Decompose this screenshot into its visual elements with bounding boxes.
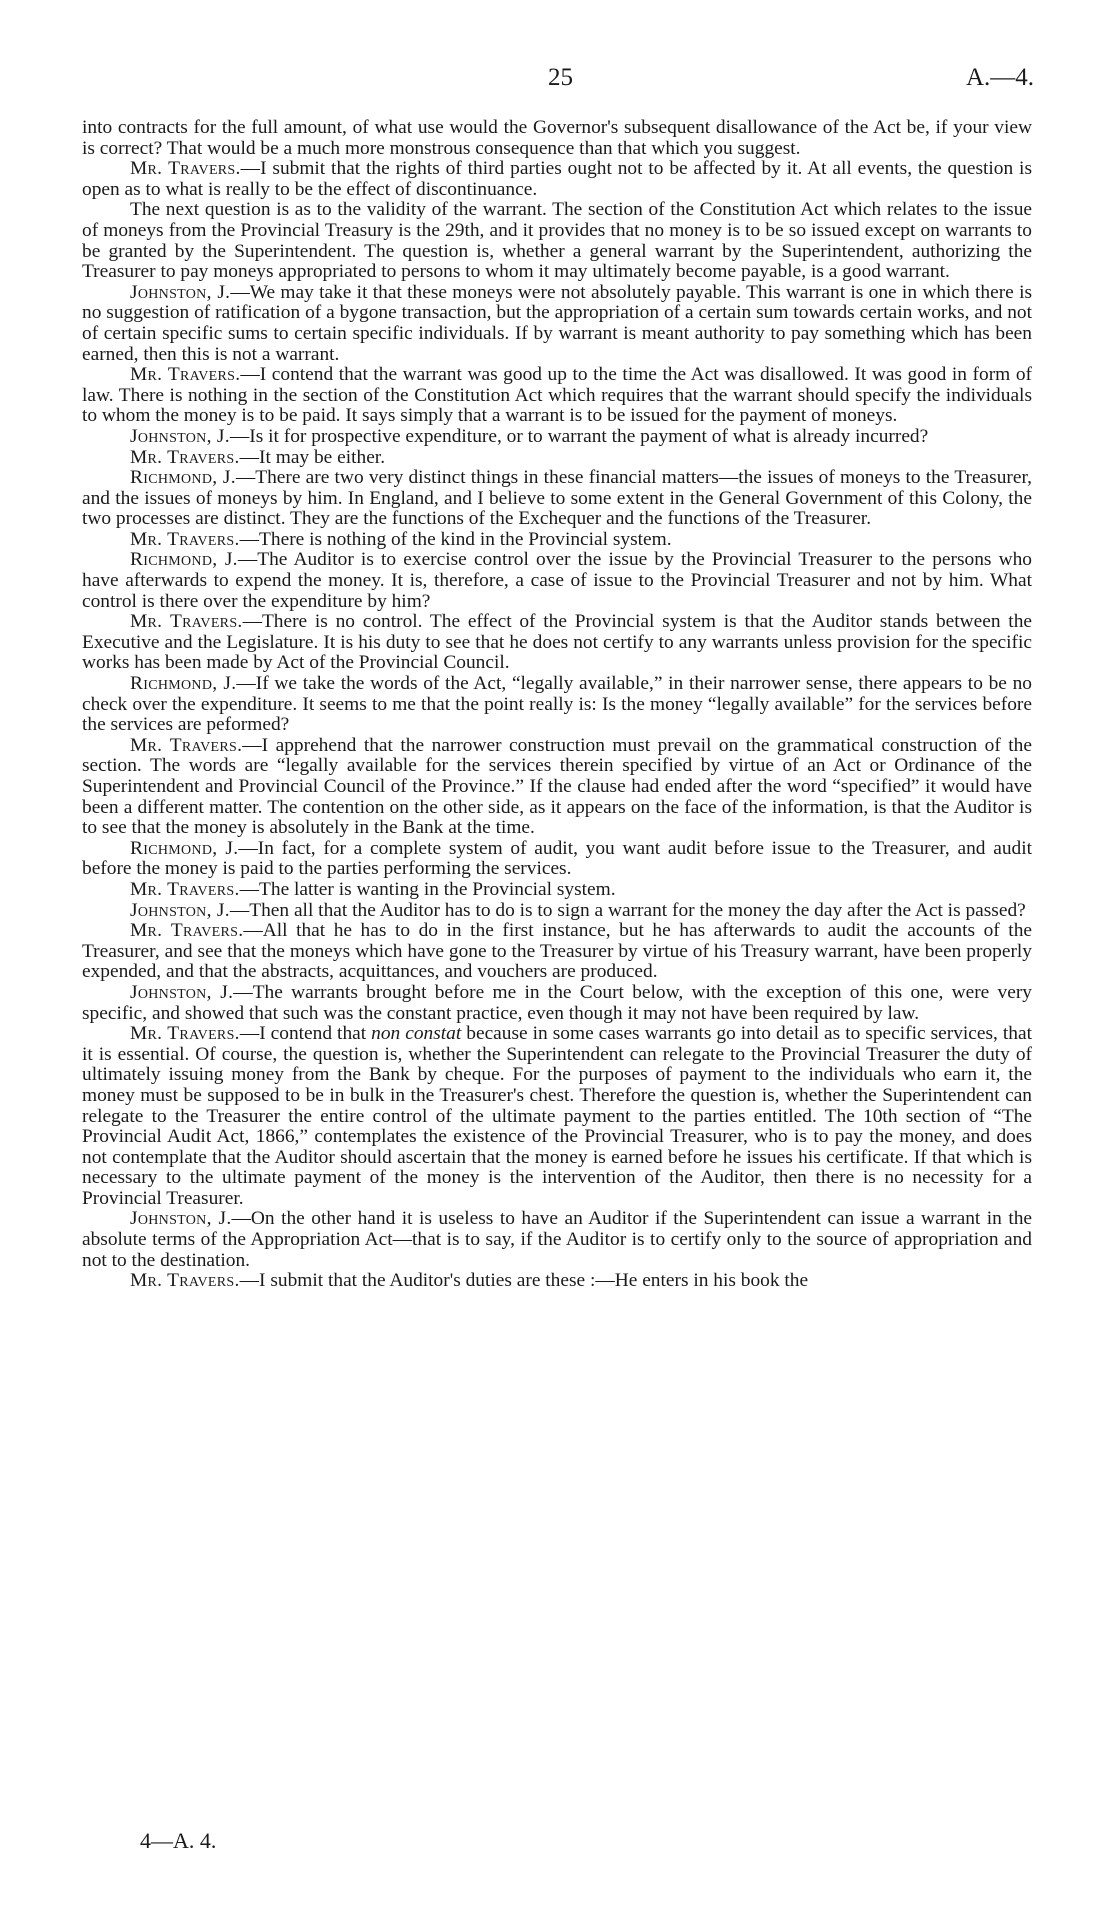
paragraph	[82, 1271, 1032, 1292]
speaker-name: Johnston, J.	[130, 981, 234, 1003]
signature-mark: 4—A. 4.	[140, 1828, 217, 1853]
paragraph	[82, 283, 1032, 365]
speaker-name: Mr. Travers.	[130, 734, 243, 756]
paragraph-text: —There is nothing of the kind in the Provincial system.	[239, 528, 672, 550]
body-text	[82, 118, 1032, 1292]
paragraph-text: —The Auditor is to exercise control over the issue by the Provincial Treasurer to the persons who have afterwards to expend the money. It is, therefore, a case of issue to the Provincial Treasurer and not by him. What control is there over the expenditure by him?	[82, 549, 1032, 612]
paragraph-text-lead: —I contend that	[239, 1023, 372, 1045]
paragraph-text: —We may take it that these moneys were not absolutely payable. This warrant is one in which there is no suggestion of ratification of a bygone transaction, but the appropriation of a certain sum towards certain works, and not of certain specific sums to certain specific individuals. If by warrant is meant authority to pay something which has been earned, then this is not a warrant.	[82, 281, 1033, 365]
paragraph	[82, 901, 1032, 922]
speaker-name: Mr. Travers.	[130, 878, 240, 900]
paragraph-text: —All that he has to do in the first instance, but he has afterwards to audit the accounts of the Treasurer, and see that the moneys which have gone to the Treasurer by virtue of his Treasury warrant, have been properly expended, and that the abstracts, acquittances, and vouchers are produced.	[82, 920, 1032, 983]
paragraph	[82, 118, 1032, 159]
paragraph	[82, 427, 1032, 448]
speaker-name: Mr. Travers.	[130, 920, 244, 942]
speaker-name: Richmond, J.	[130, 837, 239, 859]
paragraph-text: —If we take the words of the Act, “legally available,” in their narrower sense, there appears to be no check over the expenditure. It seems to me that the point really is: Is the money “legally available” for the services before the services are peformed?	[82, 673, 1032, 736]
paragraph	[82, 468, 1032, 530]
paragraph-text: —I apprehend that the narrower construction must prevail on the grammatical construction of the section. The words are “legally available for the services therein specified by virtue of an Act or Ordinance of the Superintendent and Provincial Council of the Province.” If the clause had ended after the word “specified” it would have been a different matter. The contention on the other side, as it appears on the face of the information, is that the Auditor is to see that the money is absolutely in the Bank at the time.	[82, 734, 1032, 839]
paragraph	[82, 983, 1032, 1024]
speaker-name: Johnston, J.	[130, 425, 230, 447]
paragraph-text: —Then all that the Auditor has to do is to sign a warrant for the money the day after the Act is passed?	[229, 899, 1026, 921]
paragraph-text: —I submit that the Auditor's duties are these :—He enters in his book the	[239, 1270, 809, 1292]
paragraph	[82, 448, 1032, 469]
paragraph	[82, 1024, 1032, 1209]
paragraph	[82, 921, 1032, 983]
speaker-name: Mr. Travers.	[130, 1270, 240, 1292]
paragraph	[82, 365, 1032, 427]
speaker-name: Mr. Travers.	[130, 611, 243, 633]
paragraph	[82, 530, 1032, 551]
paragraph-text: —There is no control. The effect of the Provincial system is that the Auditor stands between the Executive and the Legislature. It is his duty to see that he does not certify to any warrants unless provision for the specific works has been made by Act of the Provincial Council.	[82, 611, 1032, 674]
paragraph-text: into contracts for the full amount, of what use would the Governor's subsequent disallowance of the Act be, if your view is correct? That would be a much more monstrous consequence than that which you suggest.	[82, 117, 1032, 159]
speaker-name: Mr. Travers.	[130, 446, 240, 468]
speaker-name: Richmond, J.	[130, 467, 236, 489]
paragraph-text: —The latter is wanting in the Provincial system.	[239, 878, 616, 900]
paragraph-text: —It may be either.	[239, 446, 386, 468]
speaker-name: Johnston, J.	[130, 1208, 232, 1230]
paragraph-text: —On the other hand it is useless to have an Auditor if the Superintendent can issue a warrant in the absolute terms of the Appropriation Act—that is to say, if the Auditor is to certify only to the source of appropriation and not to the destination.	[82, 1208, 1033, 1271]
speaker-name: Mr. Travers.	[130, 1023, 240, 1045]
paragraph	[82, 880, 1032, 901]
paragraph	[82, 736, 1032, 839]
paragraph	[82, 612, 1032, 674]
document-reference: A.—4.	[965, 64, 1034, 91]
paragraph	[82, 839, 1032, 880]
paragraph	[82, 550, 1032, 612]
page-header	[0, 58, 1114, 98]
paragraph	[82, 674, 1032, 736]
paragraph	[82, 1209, 1032, 1271]
paragraph-text: The next question is as to the validity of the warrant. The section of the Constitution Act which relates to the issue of moneys from the Provincial Treasury is the 29th, and it provides that no money is to be so issued except on warrants to be granted by the Superintendent. The question is, whether a general warrant by the Superintendent, authorizing the Treasurer to pay moneys appropriated to persons to whom it may ultimately become payable, is a good warrant.	[82, 199, 1032, 283]
speaker-name: Richmond, J.	[130, 673, 237, 695]
paragraph	[82, 200, 1032, 282]
paragraph-text: —In fact, for a complete system of audit, you want audit before issue to the Treasurer, and audit before the money is paid to the parties performing the services.	[82, 837, 1033, 880]
speaker-name: Richmond, J.	[130, 549, 238, 571]
paragraph-text: —I contend that the warrant was good up to the time the Act was disallowed. It was good in form of law. There is nothing in the section of the Constitution Act which requires that the warrant should specify the individuals to whom the money is to be paid. It says simply that a warrant is to be issued for the payment of moneys.	[82, 364, 1032, 427]
italic-phrase: non constat	[371, 1023, 462, 1045]
speaker-name: Mr. Travers.	[130, 528, 240, 550]
paragraph	[82, 159, 1032, 200]
speaker-name: Mr. Travers.	[130, 158, 241, 180]
page-number: 25	[548, 64, 573, 91]
speaker-name: Mr. Travers.	[130, 364, 241, 386]
paragraph-text: because in some cases warrants go into detail as to specific services, that it is essential. Of course, the question is, whether the Superintendent can relegate to the Provincial Treasurer the duty of ultimately issuing money from the Bank by cheque. For the purposes of payment to the individuals who earn it, the money must be supposed to be in bulk in the Treasurer's chest. Therefore the question is, whether the Superintendent can relegate to the Treasurer the entire control of the ultimate payment to the parties entitled. The 10th section of “The Provincial Audit Act, 1866,” contemplates the existence of the Provincial Treasurer, who is to pay the money, and does not contemplate that the Auditor should ascertain that the money is earned before he issues his certificate. If that which is necessary to the ultimate payment of the money is the intervention of the Auditor, then there is no necessity for a Provincial Treasurer.	[82, 1023, 1032, 1209]
paragraph-text: —I submit that the rights of third parties ought not to be affected by it. At all events, the question is open as to what is really to be the effect of discontinuance.	[82, 158, 1032, 200]
speaker-name: Johnston, J.	[130, 899, 230, 921]
paragraph-text: —There are two very distinct things in these financial matters—the issues of moneys to the Treasurer, and the issues of moneys by him. In England, and I believe to some extent in the General Government of this Colony, the two processes are distinct. They are the functions of the Exchequer and the functions of the Treasurer.	[82, 467, 1032, 530]
speaker-name: Johnston, J.	[130, 281, 231, 303]
paragraph-text: —The warrants brought before me in the Court below, with the exception of this one, were very specific, and showed that such was the constant practice, even though it may not have been required by law.	[82, 981, 1032, 1024]
paragraph-text: —Is it for prospective expenditure, or to warrant the payment of what is already incurred?	[229, 425, 929, 447]
